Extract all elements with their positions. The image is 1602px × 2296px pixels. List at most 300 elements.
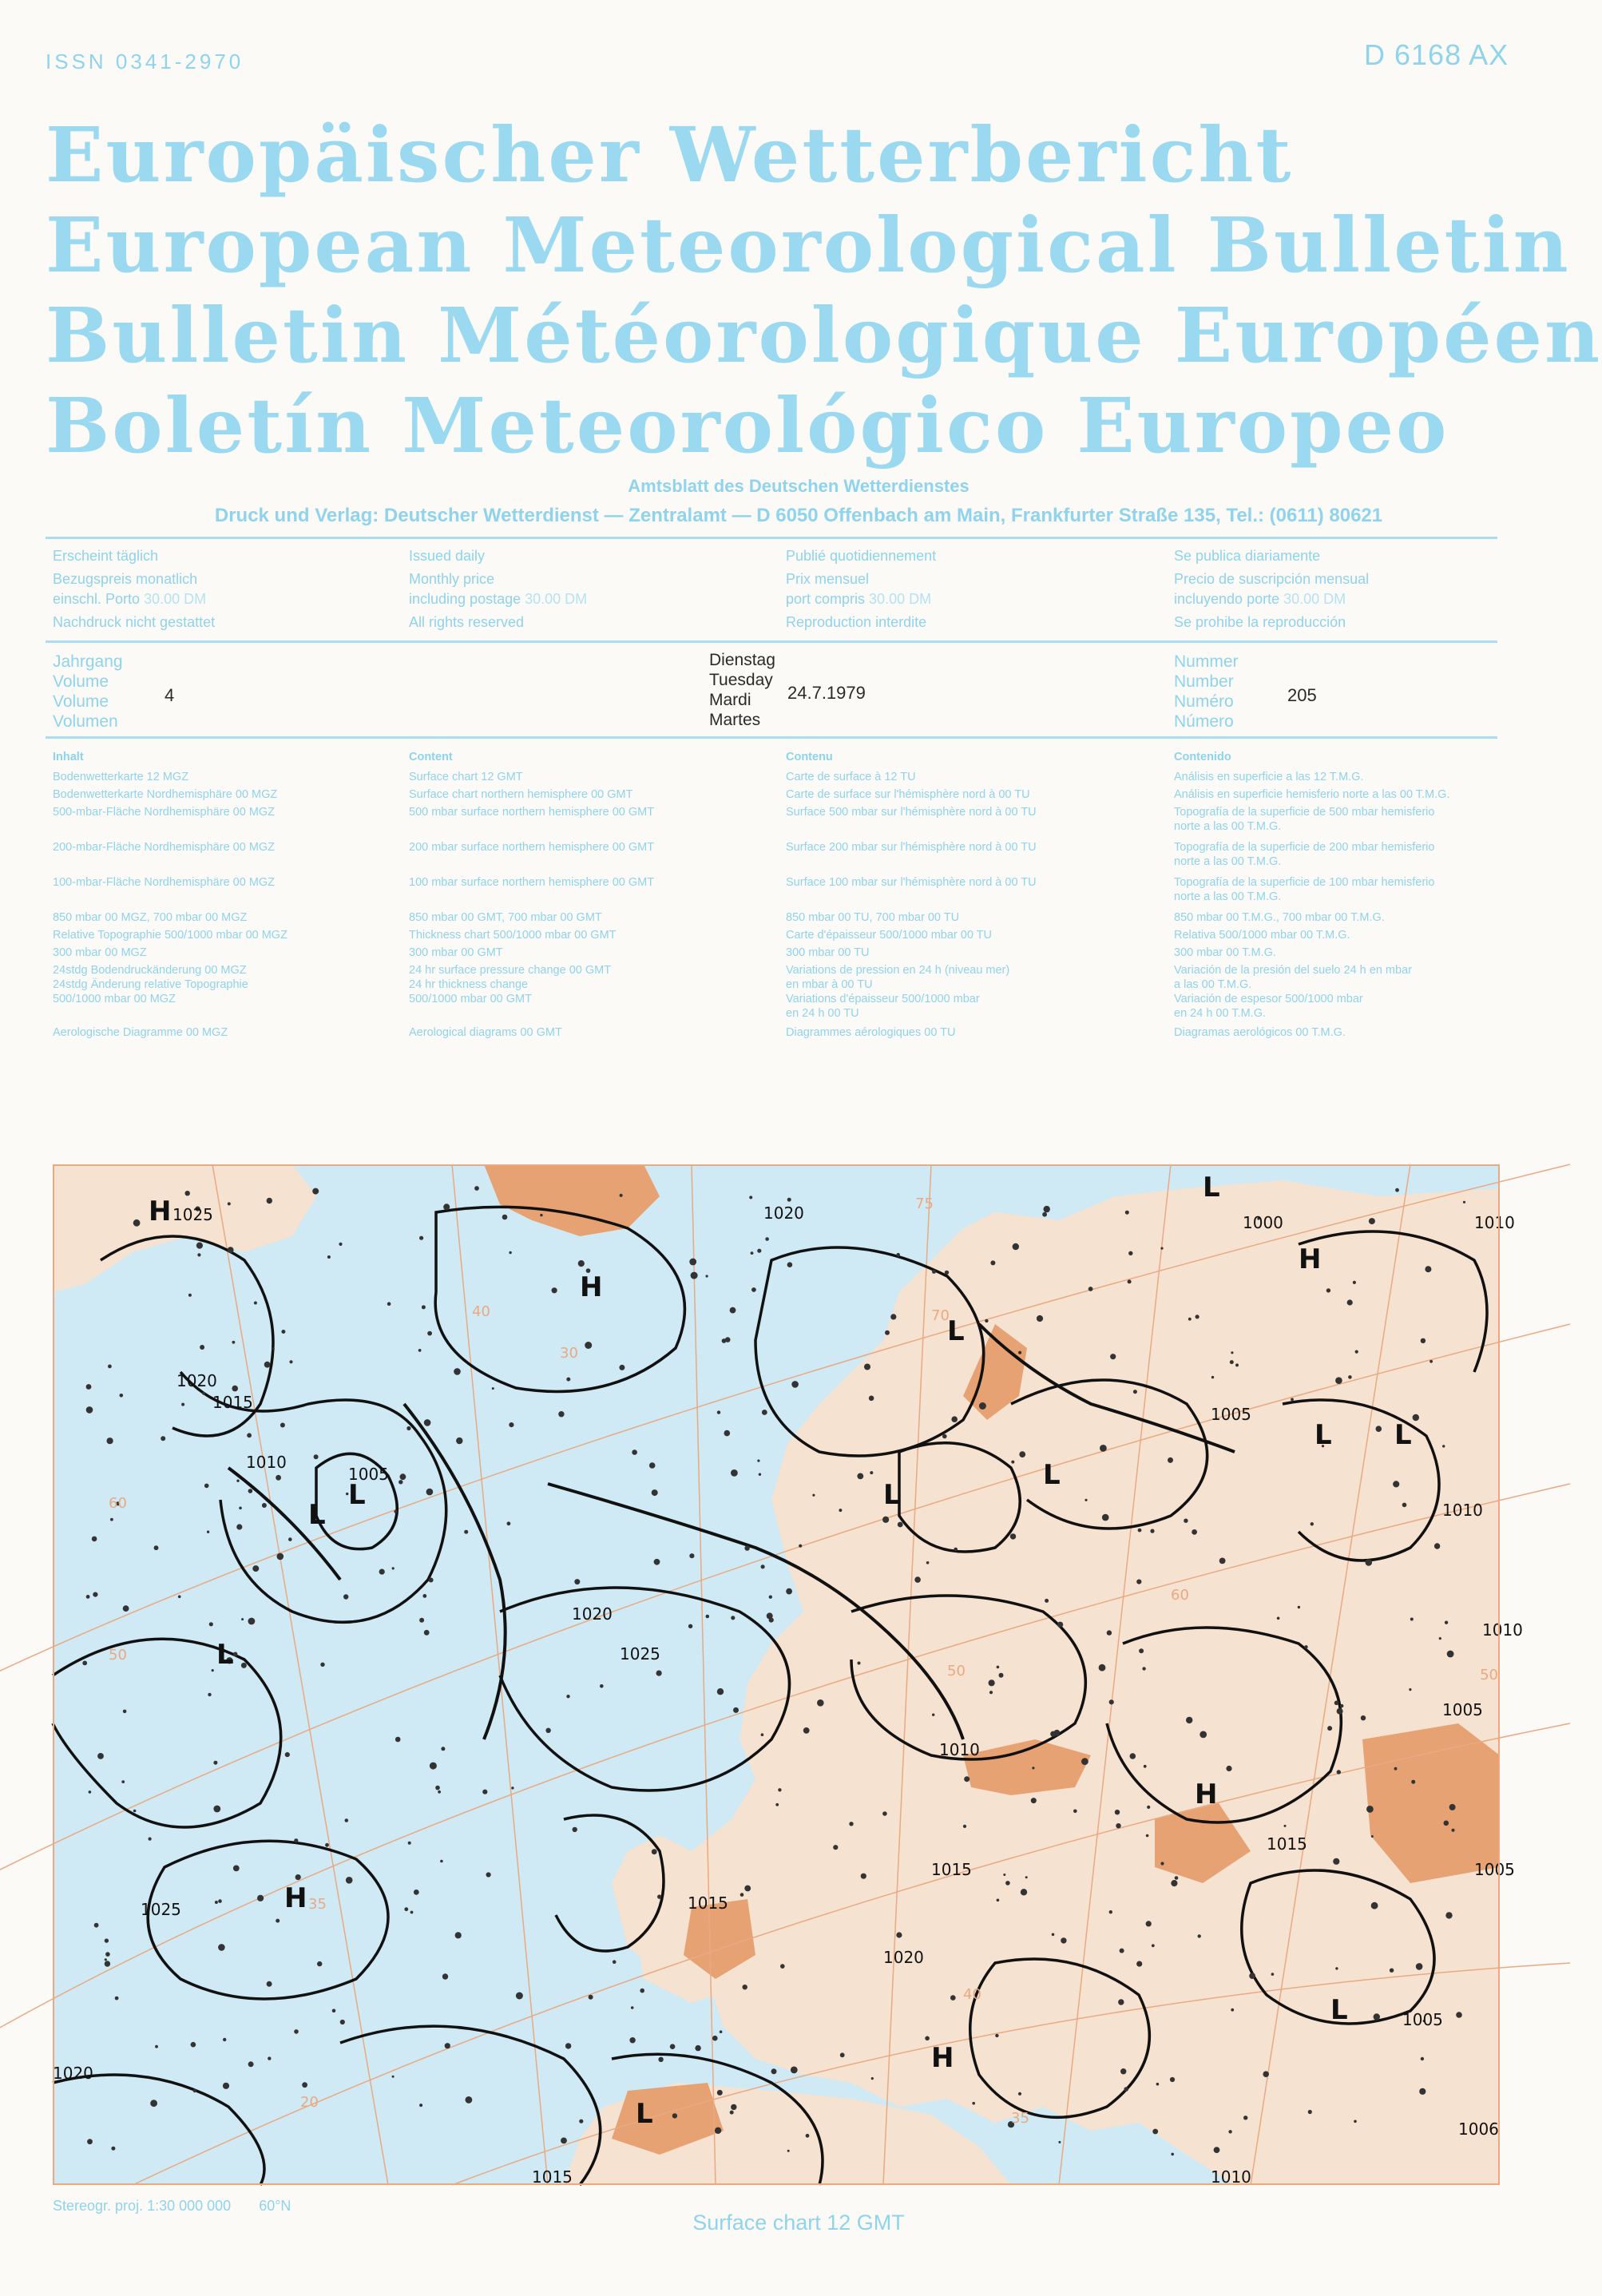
station-dot <box>150 2100 157 2107</box>
publisher-line: Druck und Verlag: Deutscher Wetterdienst — Zentralamt — D 6050 Offenbach am Main, Frankfurter Straße 135, Tel.: (0611) 80621 <box>214 505 1383 526</box>
pressure-center-high: H <box>580 1271 603 1303</box>
contents-spanish: Contenido Análisis en superficie a las 12 T.M.G. Análisis en superficie hemisferio norte a las 00 T.M.G. Topografía de la superficie de 500 mbar hemisferio norte a las 00 T.M.G. Topografía de la superficie de 200 mbar hemisferio norte a las 00 T.M.G. Topografía de la superficie de 100 mbar hemisferio norte a las 00 T.M.G. 850 mbar 00 T.M.G., 700 mbar 00 T.M.G. Relativa 500/1000 mbar 00 T.M.G. 300 mbar 00 T.M.G. Variación de la presión del suelo 24 h en mbar a las 00 T.M.G. Variación de espesor 500/1000 mbar en 24 h 00 T.M.G. Diagramas aerológicos 00 T.M.G. <box>1174 751 1450 1039</box>
station-dot <box>1100 1445 1107 1452</box>
station-dot <box>951 1416 958 1422</box>
station-dot <box>133 1810 137 1813</box>
latitude-label: 60 <box>109 1495 127 1512</box>
station-dot <box>759 1473 761 1476</box>
station-dot <box>516 1993 523 2000</box>
station-dot <box>404 1907 408 1911</box>
surface-weather-map <box>53 1164 1523 2187</box>
station-dot <box>123 1710 127 1714</box>
latitude-label: 70 <box>931 1307 950 1324</box>
station-dot <box>248 1618 256 1625</box>
station-dot <box>1109 1699 1114 1704</box>
station-dot <box>1021 1889 1027 1895</box>
station-dot <box>1449 1804 1456 1810</box>
title-french: Bulletin Météorologique Européen <box>46 291 1602 380</box>
station-dot <box>1337 1708 1343 1715</box>
station-dot <box>1152 2129 1158 2135</box>
station-dot <box>86 1384 92 1390</box>
station-dot <box>422 1594 426 1598</box>
station-dot <box>1376 1426 1382 1432</box>
station-dot <box>120 1394 124 1398</box>
pressure-center-low: L <box>947 1315 965 1347</box>
station-dot <box>155 2045 158 2048</box>
station-dot <box>1019 1451 1025 1457</box>
station-dot <box>715 2127 721 2134</box>
station-dot <box>454 1368 461 1375</box>
station-dot <box>1188 1318 1192 1321</box>
station-dot <box>276 1475 281 1481</box>
station-dot <box>400 1473 406 1480</box>
station-dot <box>857 1473 863 1480</box>
station-dot <box>233 1652 237 1656</box>
station-dot <box>1196 1315 1200 1319</box>
station-dot <box>833 1845 838 1850</box>
station-dot <box>689 1553 694 1558</box>
station-dot <box>1125 1211 1129 1215</box>
station-dot <box>1175 1876 1179 1880</box>
station-dot <box>379 1569 385 1575</box>
station-dot <box>1326 1288 1330 1292</box>
station-dot <box>926 1561 930 1564</box>
station-dot <box>869 1396 874 1402</box>
station-dot <box>1005 1881 1010 1886</box>
station-dot <box>691 1272 698 1279</box>
station-dot <box>1447 1651 1454 1658</box>
station-dot <box>272 1347 275 1350</box>
station-dot <box>730 1307 736 1314</box>
station-dot <box>97 1753 104 1759</box>
station-dot <box>276 1919 280 1923</box>
station-dot <box>1235 1363 1239 1366</box>
station-dot <box>193 2089 196 2092</box>
station-dot <box>345 1818 349 1822</box>
station-dot <box>1085 1499 1087 1501</box>
station-dot <box>1271 1973 1275 1976</box>
station-dot <box>419 1236 423 1240</box>
isobar-label: 1015 <box>688 1894 728 1913</box>
station-dot <box>191 2042 196 2048</box>
station-dot <box>1452 1829 1455 1832</box>
isobar-label: 1010 <box>1442 1501 1483 1520</box>
station-dot <box>392 1567 395 1569</box>
station-dot <box>950 1995 956 2001</box>
station-dot <box>89 1790 92 1794</box>
station-dot <box>267 1981 272 1987</box>
station-dot <box>424 1419 431 1426</box>
station-dot <box>540 1214 542 1216</box>
latitude-label: 35 <box>308 1896 327 1913</box>
station-dot <box>285 1752 290 1757</box>
station-dot <box>325 1843 329 1847</box>
station-dot <box>208 1693 211 1696</box>
pressure-center-low: L <box>1043 1459 1061 1491</box>
station-dot <box>1425 1266 1431 1272</box>
station-dot <box>1115 1810 1120 1814</box>
station-dot <box>631 2006 634 2009</box>
station-dot <box>574 1579 580 1584</box>
subscription-french: Publié quotidiennement Prix mensuel port compris 30.00 DM Reproduction interdite <box>786 548 937 630</box>
station-dot <box>963 1825 966 1828</box>
station-dot <box>1390 1969 1394 1973</box>
station-dot <box>121 1780 125 1783</box>
station-dot <box>1139 1648 1144 1653</box>
station-dot <box>1147 1806 1150 1809</box>
station-dot <box>1337 1770 1341 1774</box>
station-dot <box>1361 1715 1366 1720</box>
volume-labels: Jahrgang Volume Volume Volumen <box>53 652 123 731</box>
station-dot <box>223 2038 226 2041</box>
station-dot <box>787 2150 790 2152</box>
station-dot <box>294 1838 298 1842</box>
station-dot <box>898 1522 903 1528</box>
station-dot <box>1081 1758 1088 1765</box>
station-dot <box>688 1624 692 1628</box>
station-dot <box>392 2076 395 2078</box>
station-dot <box>1445 1912 1452 1918</box>
station-dot <box>314 1454 319 1459</box>
station-dot <box>1013 1243 1019 1250</box>
station-dot <box>228 1202 231 1205</box>
station-dot <box>1050 1731 1056 1737</box>
station-dot <box>1160 1862 1164 1865</box>
station-dot <box>712 2036 718 2041</box>
station-dot <box>706 1275 708 1277</box>
station-dot <box>115 1997 119 2001</box>
station-dot <box>1160 1247 1163 1250</box>
station-dot <box>1366 1559 1373 1566</box>
station-dot <box>1170 2077 1175 2082</box>
station-dot <box>1419 2088 1426 2095</box>
station-dot <box>954 1548 958 1552</box>
station-dot <box>474 1186 479 1191</box>
station-dot <box>757 1460 759 1462</box>
station-dot <box>1231 2009 1234 2012</box>
station-dot <box>1118 1999 1124 2005</box>
station-dot <box>733 1707 739 1713</box>
station-dot <box>566 1695 569 1698</box>
station-dot <box>408 1842 411 1845</box>
station-dot <box>589 1995 593 2000</box>
weekday-labels: Dienstag Tuesday Mardi Martes <box>709 651 775 729</box>
station-dot <box>1010 1533 1016 1539</box>
station-dot <box>414 1890 419 1895</box>
station-dot <box>1116 1823 1120 1828</box>
station-dot <box>1150 1529 1154 1533</box>
station-dot <box>511 1786 514 1789</box>
latitude-label: 30 <box>560 1345 578 1362</box>
station-dot <box>1394 1767 1398 1771</box>
station-dot <box>989 1679 995 1686</box>
station-dot <box>105 1961 110 1966</box>
station-dot <box>1045 1599 1049 1603</box>
isobar-label: 1005 <box>348 1465 389 1484</box>
station-dot <box>1395 1188 1399 1192</box>
station-dot <box>775 1803 779 1806</box>
station-dot <box>228 1247 234 1253</box>
station-dot <box>1340 1704 1343 1707</box>
isobar-label: 1020 <box>176 1371 217 1390</box>
isobar-label: 1015 <box>212 1393 253 1412</box>
station-dot <box>1291 1398 1294 1402</box>
station-dot <box>720 2030 723 2033</box>
pressure-center-low: L <box>348 1479 366 1511</box>
station-dot <box>1243 2116 1247 2120</box>
station-dot <box>1333 1858 1339 1865</box>
station-dot <box>94 1923 99 1928</box>
pressure-center-high: H <box>1195 1779 1218 1810</box>
station-dot <box>395 1737 401 1743</box>
station-dot <box>1211 1376 1214 1378</box>
station-dot <box>786 1588 792 1595</box>
station-dot <box>105 1958 107 1961</box>
station-dot <box>761 1733 764 1736</box>
station-dot <box>1277 1617 1280 1620</box>
station-dot <box>1037 1315 1043 1322</box>
station-dot <box>972 2102 975 2105</box>
isobar-label: 1020 <box>883 1948 924 1967</box>
station-dot <box>86 1406 93 1414</box>
station-dot <box>778 1788 781 1791</box>
station-dot <box>744 1545 749 1550</box>
divider <box>46 537 1497 539</box>
station-dot <box>1120 1949 1124 1953</box>
volume-number: 4 <box>165 685 175 705</box>
station-dot <box>1263 2071 1269 2077</box>
station-dot <box>507 1521 511 1525</box>
station-dot <box>239 1507 242 1510</box>
station-dot <box>1144 1765 1147 1768</box>
station-dot <box>277 1553 284 1560</box>
station-dot <box>1335 1967 1338 1969</box>
station-dot <box>294 2029 299 2034</box>
latitude-label: 35 <box>1011 2110 1029 2127</box>
station-dot <box>178 1596 181 1599</box>
isobar-label: 1020 <box>53 2064 93 2083</box>
station-dot <box>492 1387 494 1390</box>
station-dot <box>1355 1350 1358 1354</box>
station-dot <box>232 1386 238 1392</box>
station-dot <box>108 1365 112 1369</box>
station-dot <box>1142 1667 1145 1670</box>
contents-german: Inhalt Bodenwetterkarte 12 MGZ Bodenwetterkarte Nordhemisphäre 00 MGZ 500-mbar-Fläche Nordhemisphäre 00 MGZ 200-mbar-Fläche Nordhemisphäre 00 MGZ 100-mbar-Fläche Nordhemisphäre 00 MGZ 850 mbar 00 MGZ, 700 mbar 00 MGZ Relative Topographie 500/1000 mbar 00 MGZ 300 mbar 00 MGZ 24stdg Bodendruckänderung 00 MGZ 24stdg Änderung relative Topographie 500/1000 mbar 00 MGZ Aerologische Diagramme 00 MGZ <box>53 751 287 1039</box>
station-dot <box>1311 1522 1314 1525</box>
divider <box>46 640 1497 643</box>
station-dot <box>196 1243 203 1249</box>
station-dot <box>295 1874 301 1880</box>
station-dot <box>236 1480 239 1482</box>
isobar-label: 1015 <box>1267 1834 1307 1854</box>
station-dot <box>765 1237 769 1241</box>
station-dot <box>619 1365 625 1370</box>
station-dot <box>1003 1874 1005 1876</box>
station-dot <box>218 1899 222 1903</box>
number-labels: Nummer Number Numéro Número <box>1174 652 1239 731</box>
station-dot <box>717 2090 723 2096</box>
station-dot <box>419 2104 422 2107</box>
station-dot <box>202 1392 205 1395</box>
station-dot <box>1124 2087 1128 2092</box>
isobar-label: 1025 <box>172 1205 213 1224</box>
station-dot <box>629 2037 635 2043</box>
station-dot <box>1298 1606 1300 1608</box>
station-dot <box>92 1537 97 1542</box>
station-dot <box>1110 1354 1116 1359</box>
map-projection-note: Stereogr. proj. 1:30 000 000 60°N <box>53 2198 291 2214</box>
station-dot <box>1102 1514 1109 1521</box>
station-dot <box>281 1330 285 1334</box>
station-dot <box>1411 1780 1415 1784</box>
station-dot <box>86 1595 90 1599</box>
station-dot <box>440 1860 443 1863</box>
issue-number: 205 <box>1287 685 1317 705</box>
latitude-label: 50 <box>109 1647 127 1664</box>
station-dot <box>751 1251 754 1255</box>
divider <box>46 736 1497 739</box>
station-dot <box>486 1872 491 1877</box>
isobar-label: 1015 <box>532 2167 573 2187</box>
station-dot <box>410 1911 414 1914</box>
station-dot <box>840 2052 845 2057</box>
station-dot <box>717 1688 724 1695</box>
station-dot <box>1413 1414 1419 1421</box>
station-dot <box>896 1932 902 1937</box>
station-dot <box>620 1194 623 1197</box>
latitude-label: 60 <box>1171 1587 1189 1604</box>
station-dot <box>812 1494 815 1497</box>
station-dot <box>133 1219 141 1227</box>
station-dot <box>1444 1821 1449 1826</box>
pressure-center-low: L <box>1330 1994 1348 2026</box>
station-dot <box>658 2057 663 2062</box>
isobar-label: 1020 <box>572 1604 613 1624</box>
station-dot <box>1416 1963 1423 1970</box>
station-dot <box>1353 1281 1356 1284</box>
station-dot <box>640 1989 644 1993</box>
station-dot <box>558 1411 564 1417</box>
station-dot <box>427 1331 432 1336</box>
station-dot <box>803 1727 810 1734</box>
station-dot <box>1430 1360 1433 1363</box>
station-dot <box>1171 2153 1174 2156</box>
isobar-label: 1010 <box>246 1453 287 1472</box>
station-dot <box>1410 1618 1414 1621</box>
isobar-label: 1010 <box>939 1740 980 1759</box>
station-dot <box>1335 1377 1342 1384</box>
station-dot <box>123 1605 129 1612</box>
pressure-center-low: L <box>636 2098 653 2130</box>
station-dot <box>1136 1961 1142 1967</box>
station-dot <box>185 1191 190 1196</box>
station-dot <box>509 1422 514 1427</box>
station-dot <box>107 1437 113 1444</box>
station-dot <box>394 1510 397 1513</box>
station-dot <box>1445 1621 1448 1624</box>
station-dot <box>896 1253 900 1257</box>
station-dot <box>769 1618 774 1623</box>
station-dot <box>799 1545 802 1548</box>
station-dot <box>262 1503 267 1508</box>
station-dot <box>441 1747 445 1751</box>
station-dot <box>442 1973 448 1979</box>
isobar-label: 1025 <box>141 1900 181 1919</box>
station-dot <box>93 1592 97 1597</box>
station-dot <box>787 1198 791 1202</box>
station-dot <box>215 1901 218 1904</box>
station-dot <box>1334 1701 1339 1706</box>
contents-english: Content Surface chart 12 GMT Surface chart northern hemisphere 00 GMT 500 mbar surface northern hemisphere 00 GMT 200 mbar surface northern hemisphere 00 GMT 100 mbar surface northern hemisphere 00 GMT 850 mbar 00 GMT, 700 mbar 00 GMT Thickness chart 500/1000 mbar 00 GMT 300 mbar 00 GMT 24 hr surface pressure change 00 GMT 24 hr thickness change 500/1000 mbar 00 GMT Aerological diagrams 00 GMT <box>409 751 655 1039</box>
latitude-label: 20 <box>300 2094 319 2111</box>
station-dot <box>149 1838 152 1841</box>
map-caption: Surface chart 12 GMT <box>692 2211 905 2235</box>
station-dot <box>241 1663 247 1668</box>
station-dot <box>652 1849 657 1854</box>
station-dot <box>207 1531 209 1533</box>
station-dot <box>327 1255 331 1259</box>
station-dot <box>1130 1753 1136 1759</box>
station-dot <box>248 2061 254 2067</box>
station-dot <box>942 1434 947 1439</box>
station-dot <box>787 1262 793 1267</box>
station-dot <box>870 1471 873 1474</box>
subscription-spanish: Se publica diariamente Precio de suscripción mensual incluyendo porte 30.00 DM Se prohibe la reproducción <box>1174 548 1370 630</box>
station-dot <box>1421 1338 1426 1343</box>
pressure-center-low: L <box>216 1639 234 1671</box>
station-dot <box>672 2113 677 2118</box>
pressure-center-high: H <box>284 1882 307 1914</box>
station-dot <box>882 1517 889 1523</box>
station-dot <box>1304 1645 1307 1648</box>
station-dot <box>861 1874 866 1879</box>
station-dot <box>1184 1519 1188 1523</box>
station-dot <box>849 1822 853 1826</box>
station-dot <box>1136 1580 1141 1584</box>
station-dot <box>670 2044 676 2049</box>
pressure-center-low: L <box>1315 1419 1332 1451</box>
station-dot <box>438 1790 441 1794</box>
station-dot <box>1032 1767 1034 1769</box>
station-dot <box>422 1305 426 1309</box>
station-dot <box>566 1378 570 1382</box>
station-dot <box>204 1484 209 1489</box>
station-dot <box>1402 1503 1407 1508</box>
station-dot <box>247 1433 252 1437</box>
station-dot <box>585 1342 592 1349</box>
station-dot <box>1152 1944 1155 1947</box>
station-dot <box>213 1761 217 1765</box>
station-dot <box>1463 1201 1465 1204</box>
station-dot <box>340 2020 345 2024</box>
station-dot <box>154 1545 159 1550</box>
station-dot <box>932 1714 934 1716</box>
station-dot <box>1138 1529 1142 1533</box>
latitude-label: 40 <box>963 1986 981 2003</box>
station-dot <box>817 1699 824 1707</box>
station-dot <box>740 1893 744 1897</box>
station-dot <box>466 2096 473 2104</box>
station-dot <box>882 1811 887 1816</box>
subscription-german: Erscheint täglich Bezugspreis monatlich einschl. Porto 30.00 DM Nachdruck nicht gestattet <box>53 548 216 630</box>
station-dot <box>82 1661 87 1666</box>
station-dot <box>213 1806 220 1813</box>
latitude-label: 40 <box>472 1303 490 1320</box>
station-dot <box>997 1666 1000 1669</box>
station-dot <box>464 1530 468 1534</box>
station-dot <box>858 1662 861 1665</box>
station-dot <box>890 1314 896 1319</box>
